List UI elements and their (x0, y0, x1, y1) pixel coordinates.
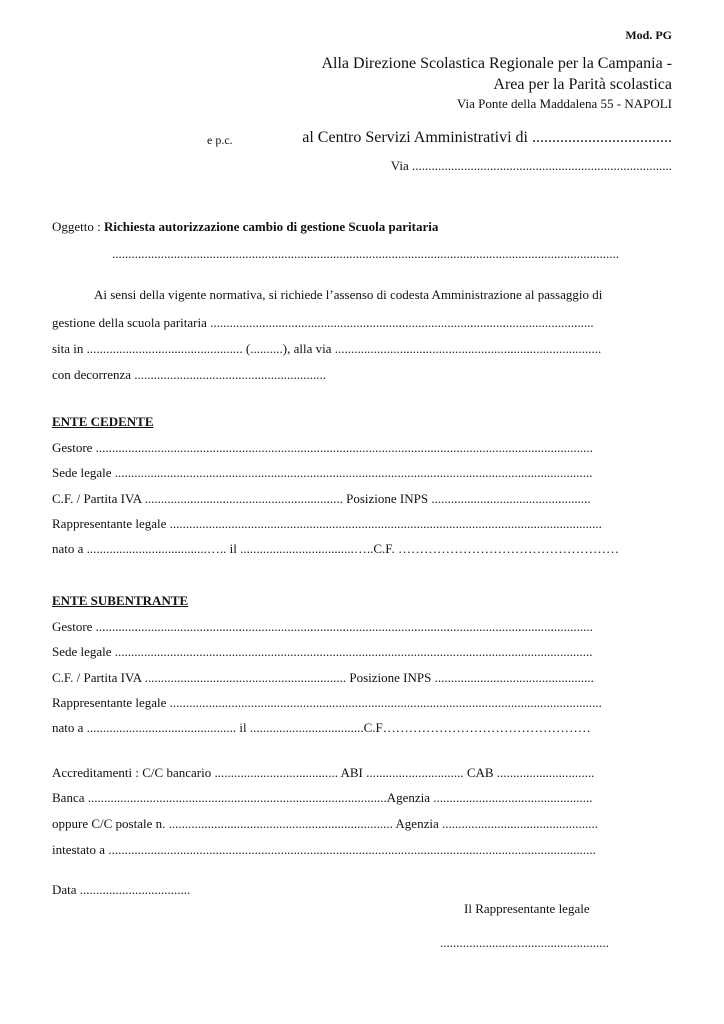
cc-via: Via ................................................................................ (390, 158, 672, 173)
cedente-gestore: Gestore ......................................................................................................................................................... (52, 440, 593, 455)
accrediti-banca: Banca ............................................................................................Agenzia ................................................. (52, 790, 593, 805)
subject-dots: ............................................................................................................................................................ (112, 246, 619, 261)
body-line-2: gestione della scuola paritaria ...................................................................................................................... (52, 315, 594, 330)
body-line-1: Ai sensi della vigente normativa, si richiede l’assenso di codesta Amministrazione al passaggio di (94, 287, 603, 302)
form-code: Mod. PG (625, 28, 672, 42)
recipient-address: Via Ponte della Maddalena 55 - NAPOLI (456, 96, 672, 111)
recipient-line-2: Area per la Parità scolastica (493, 76, 672, 93)
signature-line: .................................................... (440, 935, 609, 950)
signature-label: Il Rappresentante legale (464, 901, 590, 916)
ente-cedente-heading: ENTE CEDENTE (52, 414, 154, 429)
ente-subentrante-heading: ENTE SUBENTRANTE (52, 593, 189, 608)
subentrante-gestore: Gestore ......................................................................................................................................................... (52, 619, 593, 634)
cc-recipient: al Centro Servizi Amministrativi di ................................... (302, 129, 672, 146)
subject-label: Oggetto : (52, 219, 101, 234)
cc-label: e p.c. (207, 133, 233, 147)
cedente-rappresentante: Rappresentante legale ..................................................................................................................................... (52, 516, 602, 531)
cedente-nato: nato a .....................................….. il ...................................…..C.F. …………………………………………… (52, 541, 619, 556)
subject-line (52, 219, 438, 235)
body-line-3: sita in ................................................ (..........), alla via .................................................................................. (52, 341, 602, 356)
subentrante-rappresentante: Rappresentante legale ..................................................................................................................................... (52, 695, 602, 710)
subentrante-cf-inps: C.F. / Partita IVA .............................................................. Posizione INPS ................................................. (52, 670, 594, 685)
subject-text: Richiesta autorizzazione cambio di gestione Scuola paritaria (104, 219, 439, 234)
cedente-sede-legale: Sede legale ................................................................................................................................................... (52, 465, 593, 480)
recipient-line-1: Alla Direzione Scolastica Regionale per la Campania - (321, 55, 672, 72)
date-field: Data .................................. (52, 882, 191, 897)
cedente-cf-inps: C.F. / Partita IVA ............................................................. Posizione INPS ................................................. (52, 491, 591, 506)
subentrante-sede-legale: Sede legale ................................................................................................................................................... (52, 644, 593, 659)
body-line-4: con decorrenza ........................................................... (52, 367, 327, 382)
accrediti-cc-bancario: Accreditamenti : C/C bancario ...................................... ABI .............................. CAB .............................. (52, 765, 595, 780)
accrediti-intestato: intestato a ...................................................................................................................................................... (52, 842, 596, 857)
subentrante-nato: nato a .............................................. il ...................................C.F………………………………………… (52, 720, 591, 735)
accrediti-cc-postale: oppure C/C postale n. ..................................................................... Agenzia ................................................ (52, 816, 598, 831)
